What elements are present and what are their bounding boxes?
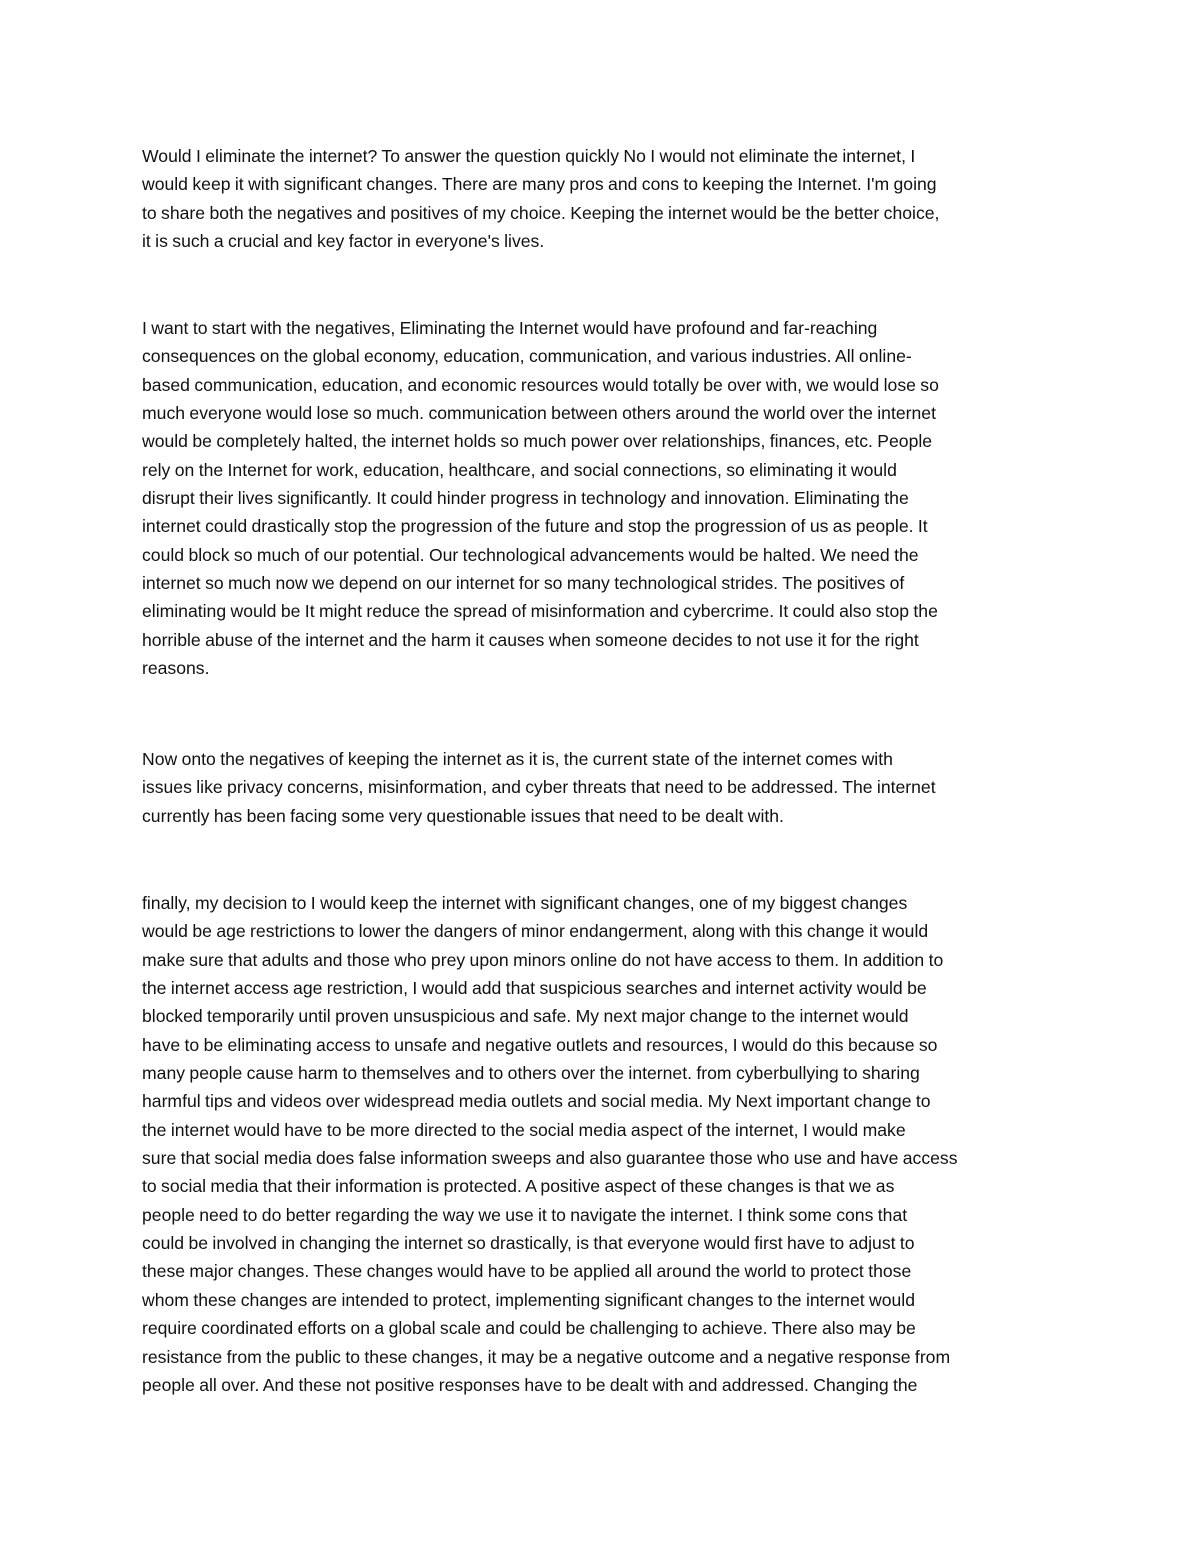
paragraph-4 (142, 889, 1072, 1399)
text-line: people all over. And these not positive responses have to be dealt with and addressed. Changing the (142, 1374, 918, 1395)
text-line: finally, my decision to I would keep the internet with significant changes, one of my biggest changes (142, 893, 908, 913)
text-line: have to be eliminating access to unsafe and negative outlets and resources, I would do this because so (142, 1034, 938, 1055)
text-line: internet so much now we depend on our internet for so many technological strides. The positives of (142, 573, 905, 594)
text-line: disrupt their lives significantly. It could hinder progress in technology and innovation. Eliminating the (142, 488, 909, 509)
text-line: could block so much of our potential. Our technological advancements would be halted. We need the (142, 544, 919, 565)
text-line: could be involved in changing the internet so drastically, is that everyone would first have to adjust to (142, 1233, 915, 1254)
text-line: the internet access age restriction, I would add that suspicious searches and internet activity would be (142, 978, 927, 999)
text-line: eliminating would be It might reduce the spread of misinformation and cybercrime. It could also stop the (142, 601, 938, 622)
text-line: whom these changes are intended to protect, implementing significant changes to the internet would (142, 1289, 915, 1310)
paragraph-2 (142, 314, 1072, 682)
text-line: it is such a crucial and key factor in everyone's lives. (142, 231, 545, 252)
text-line: horrible abuse of the internet and the harm it causes when someone decides to not use it for the right (142, 629, 919, 650)
text-line: resistance from the public to these changes, it may be a negative outcome and a negative response from (142, 1346, 951, 1367)
text-line: would be age restrictions to lower the dangers of minor endangerment, along with this change it would (142, 921, 929, 942)
text-line: issues like privacy concerns, misinformation, and cyber threats that need to be addressed. The internet (142, 777, 936, 798)
text-line: would keep it with significant changes. There are many pros and cons to keeping the Internet. I'm going (142, 174, 937, 195)
paragraph-1 (142, 142, 1072, 255)
text-line: blocked temporarily until proven unsuspicious and safe. My next major change to the internet would (142, 1006, 909, 1027)
text-line: reasons. (142, 658, 210, 679)
text-line: these major changes. These changes would have to be applied all around the world to protect those (142, 1261, 912, 1282)
text-line: harmful tips and videos over widespread media outlets and social media. My Next important change to (142, 1091, 931, 1112)
text-line: to social media that their information is protected. A positive aspect of these changes is that we as (142, 1176, 895, 1197)
text-line: the internet would have to be more directed to the social media aspect of the internet, I would make (142, 1119, 906, 1140)
text-line: I want to start with the negatives, Eliminating the Internet would have profound and far-reaching (142, 318, 878, 338)
paragraph-3 (142, 745, 1072, 830)
text-line: would be completely halted, the internet holds so much power over relationships, finances, etc. People (142, 431, 933, 452)
text-line: based communication, education, and economic resources would totally be over with, we would lose so (142, 374, 939, 395)
text-line: Now onto the negatives of keeping the internet as it is, the current state of the internet comes with (142, 749, 893, 769)
text-line: people need to do better regarding the way we use it to navigate the internet. I think some cons that (142, 1204, 908, 1225)
text-line: require coordinated efforts on a global scale and could be challenging to achieve. There also may be (142, 1318, 916, 1339)
text-line: consequences on the global economy, education, communication, and various industries. All online- (142, 346, 912, 367)
text-line: currently has been facing some very questionable issues that need to be dealt with. (142, 805, 784, 826)
text-line: internet could drastically stop the progression of the future and stop the progression of us as people. It (142, 516, 928, 537)
text-line: to share both the negatives and positives of my choice. Keeping the internet would be the better choice, (142, 202, 940, 223)
text-line: make sure that adults and those who prey upon minors online do not have access to them. In addition to (142, 949, 944, 970)
text-line: sure that social media does false information sweeps and also guarantee those who use and have access (142, 1148, 958, 1169)
text-line: rely on the Internet for work, education, healthcare, and social connections, so eliminating it would (142, 459, 897, 480)
text-line: Would I eliminate the internet? To answer the question quickly No I would not eliminate the internet, I (142, 146, 916, 166)
text-line: many people cause harm to themselves and to others over the internet. from cyberbullying to sharing (142, 1063, 920, 1084)
text-line: much everyone would lose so much. communication between others around the world over the internet (142, 403, 936, 424)
